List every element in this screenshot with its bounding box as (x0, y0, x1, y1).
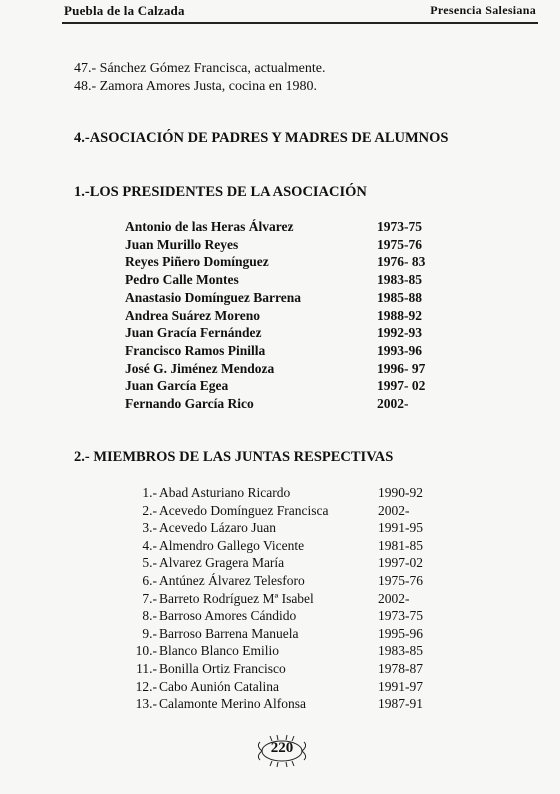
president-years: 1996- 97 (377, 360, 426, 376)
president-name: Juan García Egea (125, 378, 229, 394)
member-row (135, 608, 455, 626)
member-row (135, 555, 455, 573)
member-years: 1991-95 (378, 520, 423, 536)
member-years: 2002- (378, 502, 410, 518)
member-row (135, 538, 455, 556)
president-years: 1976- 83 (377, 254, 426, 270)
member-name: Almendro Gallego Vicente (159, 537, 305, 553)
member-years: 1987-91 (378, 696, 423, 712)
member-number: 12.- (135, 678, 157, 694)
member-number: 2.- (142, 502, 157, 518)
member-number: 3.- (142, 520, 157, 536)
member-row (135, 573, 455, 591)
member-number: 11.- (136, 661, 157, 676)
member-name: Abad Asturiano Ricardo (159, 485, 291, 500)
president-row (125, 254, 435, 272)
member-number: 8.- (142, 608, 157, 624)
president-years: 1973-75 (377, 219, 422, 234)
member-name: Bonilla Ortiz Francisco (159, 661, 286, 676)
member-name: Acevedo Lázaro Juan (159, 520, 276, 536)
member-row (135, 661, 455, 679)
president-name: Juan Gracía Fernández (125, 325, 262, 341)
member-years: 1973-75 (378, 608, 423, 624)
member-name: Barroso Amores Cándido (159, 608, 297, 624)
member-number: 7.- (142, 590, 157, 606)
president-row (125, 219, 435, 237)
member-years: 1995-96 (378, 625, 423, 641)
president-row (125, 361, 435, 379)
president-name: Juan Murillo Reyes (125, 236, 239, 252)
president-name: Fernando García Rico (125, 396, 254, 411)
member-years: 1981-85 (378, 537, 423, 553)
member-row (135, 643, 455, 661)
president-years: 2002- (377, 396, 409, 411)
president-name: Francisco Ramos Pinilla (125, 342, 266, 358)
running-header-right: Presencia Salesiana (430, 3, 536, 17)
section-heading: 4.-ASOCIACIÓN DE PADRES Y MADRES DE ALUMNOS (74, 130, 449, 146)
president-years: 1983-85 (377, 272, 422, 288)
member-years: 1990-92 (378, 485, 423, 500)
president-name: José G. Jiménez Mendoza (125, 360, 275, 376)
president-years: 1992-93 (377, 325, 422, 341)
member-name: Barroso Barrena Manuela (159, 625, 299, 641)
president-name: Andrea Suárez Moreno (125, 307, 260, 323)
member-name: Barreto Rodríguez Mª Isabel (159, 590, 314, 606)
list-item-48: 48.- Zamora Amores Justa, cocina en 1980. (74, 79, 317, 94)
president-row (125, 378, 435, 396)
member-name: Antúnez Álvarez Telesforo (159, 573, 305, 588)
president-name: Pedro Calle Montes (125, 272, 239, 288)
president-row (125, 396, 435, 414)
president-row (125, 290, 435, 308)
member-name: Cabo Aunión Catalina (159, 678, 279, 694)
president-row (125, 308, 435, 326)
member-row (135, 485, 455, 503)
president-row (125, 272, 435, 290)
president-row (125, 237, 435, 255)
header-rule (62, 22, 538, 24)
member-number: 13.- (135, 696, 157, 712)
member-row (135, 626, 455, 644)
president-row (125, 325, 435, 343)
president-years: 1993-96 (377, 342, 422, 358)
presidents-heading: 1.-LOS PRESIDENTES DE LA ASOCIACIÓN (74, 184, 367, 200)
member-name: Calamonte Merino Alfonsa (159, 696, 306, 712)
president-name: Antonio de las Heras Álvarez (125, 219, 294, 234)
president-years: 1997- 02 (377, 378, 426, 394)
member-name: Blanco Blanco Emilio (159, 643, 279, 659)
running-header-left: Puebla de la Calzada (64, 3, 185, 18)
member-row (135, 591, 455, 609)
member-row (135, 520, 455, 538)
member-number: 5.- (142, 555, 157, 571)
president-row (125, 343, 435, 361)
member-number: 10.- (135, 643, 157, 659)
member-number: 4.- (142, 537, 157, 553)
member-row (135, 503, 455, 521)
list-item-47: 47.- Sánchez Gómez Francisca, actualmente. (74, 61, 326, 76)
member-name: Acevedo Domínguez Francisca (159, 502, 329, 518)
member-years: 1991-97 (378, 678, 423, 694)
president-years: 1985-88 (377, 289, 422, 305)
president-name: Reyes Piñero Domínguez (125, 254, 269, 270)
member-years: 1978-87 (378, 661, 423, 676)
member-number: 9.- (142, 625, 157, 641)
page-number-ornament (254, 734, 310, 768)
member-row (135, 696, 455, 714)
member-years: 1997-02 (378, 555, 423, 571)
member-row (135, 679, 455, 697)
president-years: 1988-92 (377, 307, 422, 323)
members-heading: 2.- MIEMBROS DE LAS JUNTAS RESPECTIVAS (74, 449, 394, 465)
member-years: 2002- (378, 590, 410, 606)
member-years: 1975-76 (378, 573, 423, 588)
member-number: 6.- (142, 573, 157, 588)
president-name: Anastasio Domínguez Barrena (125, 289, 302, 305)
member-number: 1.- (142, 485, 157, 500)
president-years: 1975-76 (377, 236, 422, 252)
member-name: Alvarez Gragera María (159, 555, 285, 571)
page-number: 220 (270, 740, 294, 756)
member-years: 1983-85 (378, 643, 423, 659)
